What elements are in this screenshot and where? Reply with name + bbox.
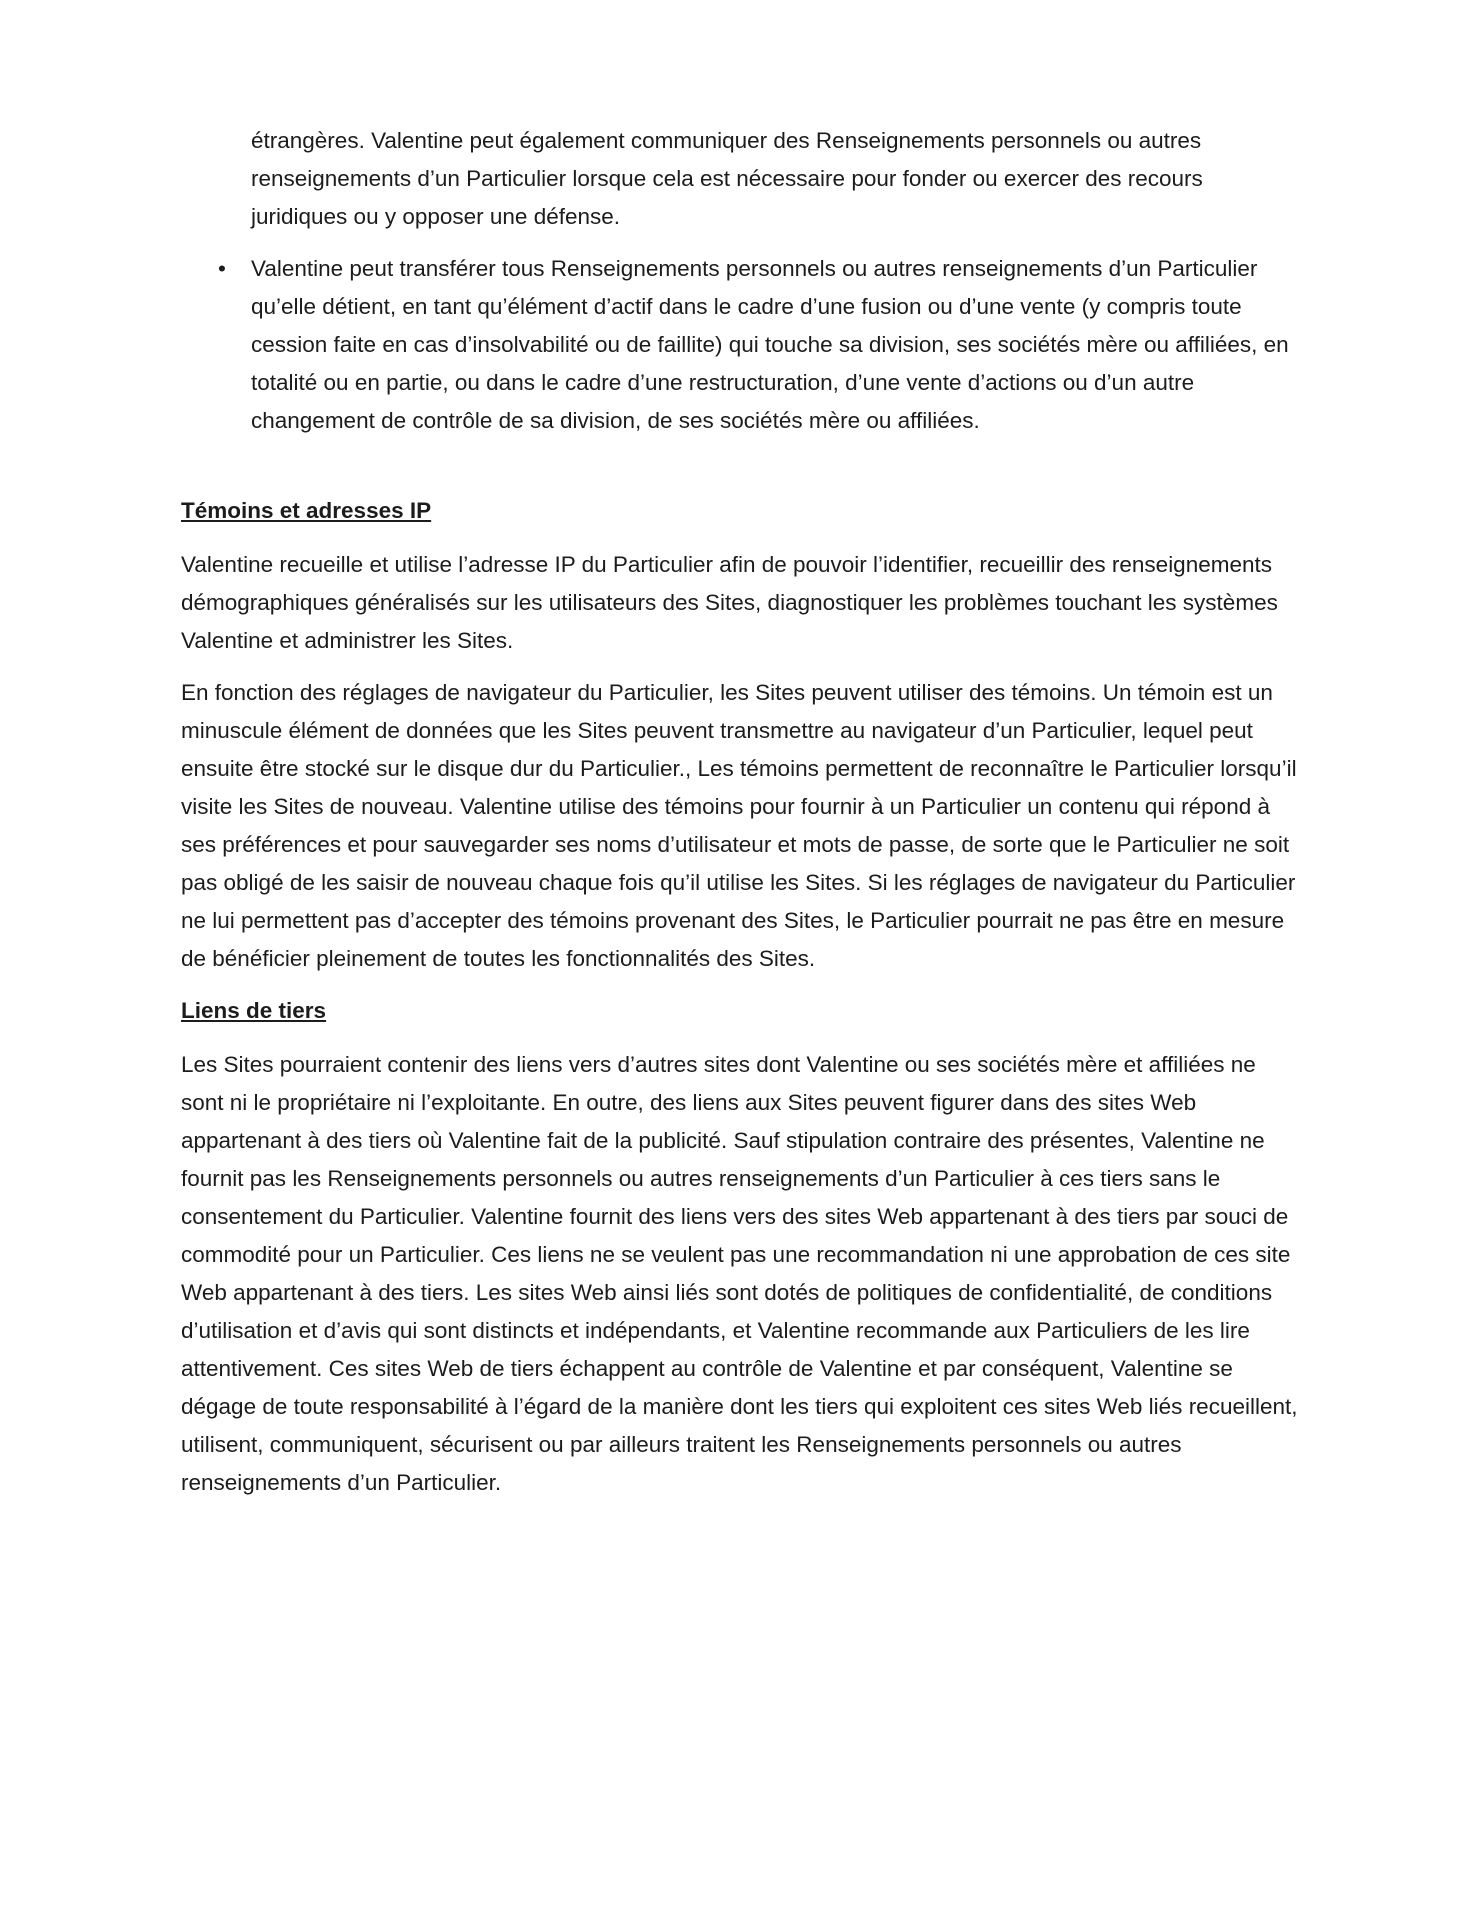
bullet-item: [218, 250, 1302, 440]
paragraph: En fonction des réglages de navigateur du Particulier, les Sites peuvent utiliser des témoins. Un témoin est un minuscule élément de données que les Sites peuvent transmettre au navigateur d’un Particulier, lequel peut ensuite être stocké sur le disque dur du Particulier., Les témoins permettent de reconnaître le Particulier lorsqu’il visite les Sites de nouveau. Valentine utilise des témoins pour fournir à un Particulier un contenu qui répond à ses préférences et pour sauvegarder ses noms d’utilisateur et mots de passe, de sorte que le Particulier ne soit pas obligé de les saisir de nouveau chaque fois qu’il utilise les Sites. Si les réglages de navigateur du Particulier ne lui permettent pas d’accepter des témoins provenant des Sites, le Particulier pourrait ne pas être en mesure de bénéficier pleinement de toutes les fonctionnalités des Sites.: [181, 680, 1297, 971]
bullet-continuation-paragraph: étrangères. Valentine peut également communiquer des Renseignements personnels ou autres renseignements d’un Particulier lorsque cela est nécessaire pour fonder ou exercer des recours juridiques ou y opposer une défense.: [251, 128, 1203, 229]
document-content: [181, 122, 1302, 1502]
bullet-paragraph: Valentine peut transférer tous Renseignements personnels ou autres renseignements d’un Particulier qu’elle détient, en tant qu’élément d’actif dans le cadre d’une fusion ou d’une vente (y compris toute cession faite en cas d’insolvabilité ou de faillite) qui touche sa division, ses sociétés mère ou affiliées, en totalité ou en partie, ou dans le cadre d’une restructuration, d’une vente d’actions ou d’un autre changement de contrôle de sa division, de ses sociétés mère ou affiliées.: [251, 256, 1289, 433]
paragraph: Les Sites pourraient contenir des liens vers d’autres sites dont Valentine ou ses sociétés mère et affiliées ne sont ni le propriétaire ni l’exploitante. En outre, des liens aux Sites peuvent figurer dans des sites Web appartenant à des tiers où Valentine fait de la publicité. Sauf stipulation contraire des présentes, Valentine ne fournit pas les Renseignements personnels ou autres renseignements d’un Particulier à ces tiers sans le consentement du Particulier. Valentine fournit des liens vers des sites Web appartenant à des tiers par souci de commodité pour un Particulier. Ces liens ne se veulent pas une recommandation ni une approbation de ces site Web appartenant à des tiers. Les sites Web ainsi liés sont dotés de politiques de confidentialité, de conditions d’utilisation et d’avis qui sont distincts et indépendants, et Valentine recommande aux Particuliers de les lire attentivement. Ces sites Web de tiers échappent au contrôle de Valentine et par conséquent, Valentine se dégage de toute responsabilité à l’égard de la manière dont les tiers qui exploitent ces sites Web liés recueillent, utilisent, communiquent, sécurisent ou par ailleurs traitent les Renseignements personnels ou autres renseignements d’un Particulier.: [181, 1052, 1298, 1495]
paragraph: Valentine recueille et utilise l’adresse IP du Particulier afin de pouvoir l’identifier, recueillir des renseignements démographiques généralisés sur les utilisateurs des Sites, diagnostiquer les problèmes touchant les systèmes Valentine et administrer les Sites.: [181, 552, 1278, 653]
bullet-icon: •: [218, 256, 226, 281]
section-heading-temoins-et-adresses-ip: Témoins et adresses IP: [181, 498, 432, 523]
section-heading-liens-de-tiers: Liens de tiers: [181, 998, 327, 1023]
